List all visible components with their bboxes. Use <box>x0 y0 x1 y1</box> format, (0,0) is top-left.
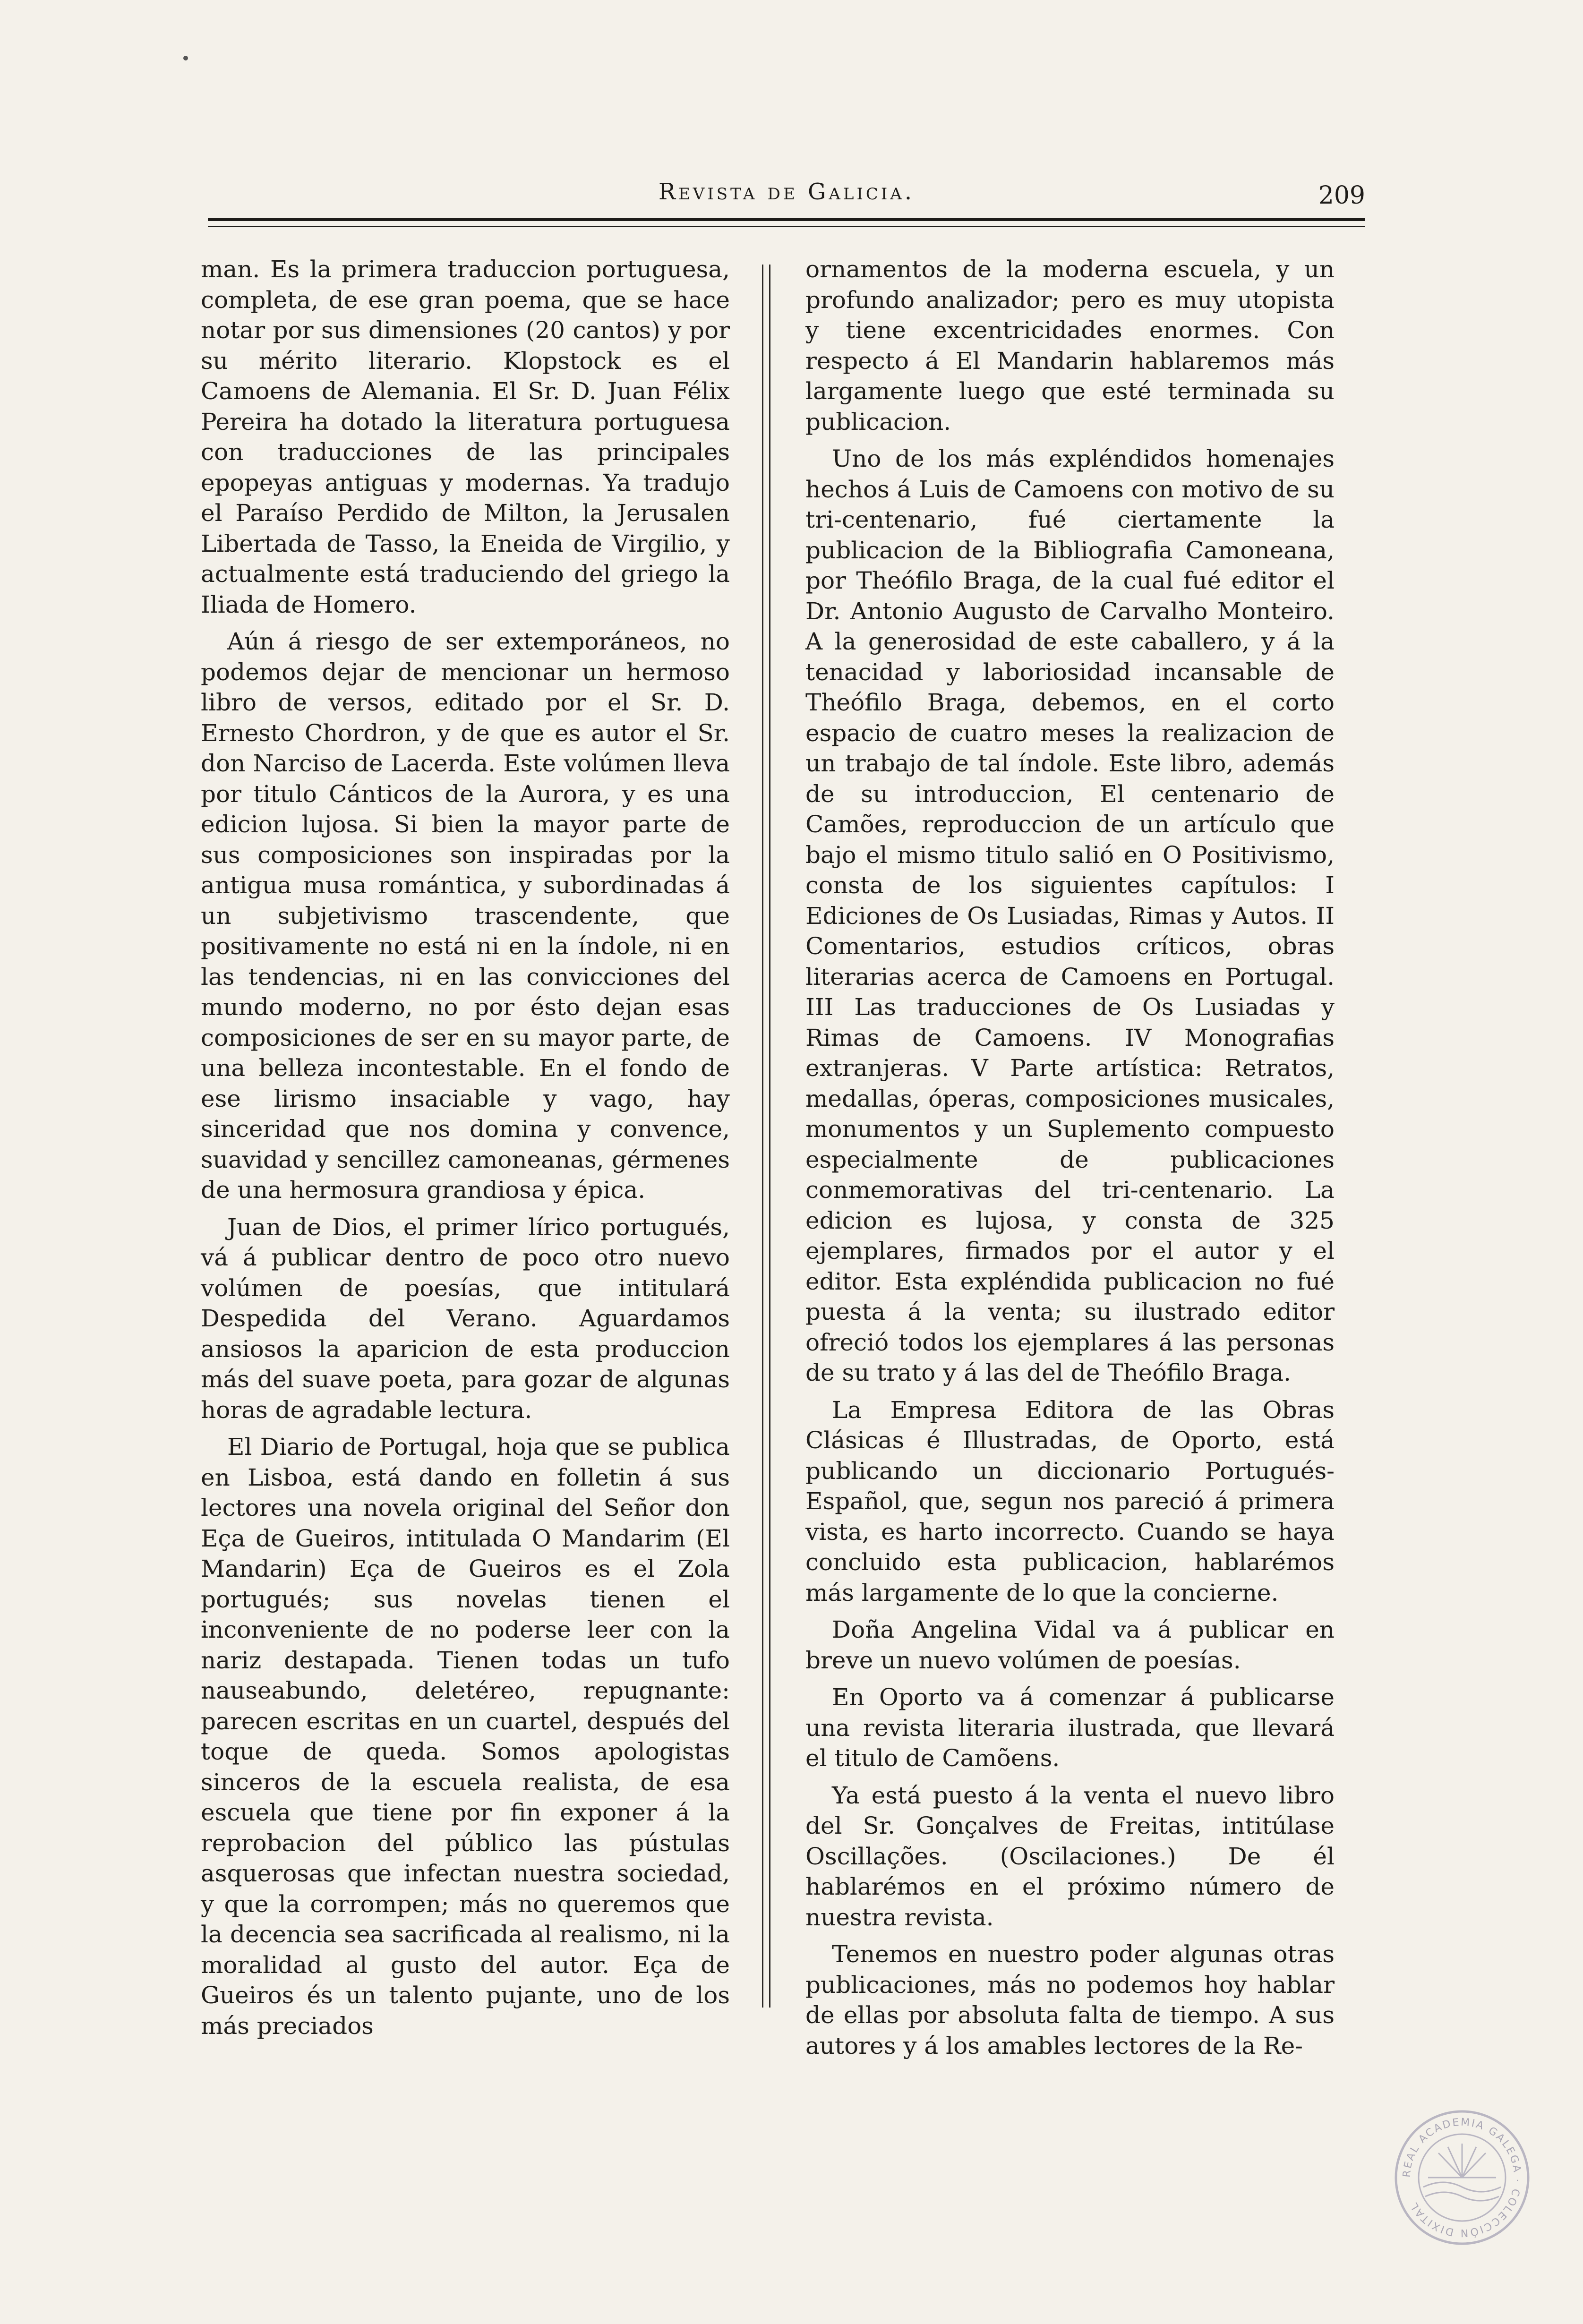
paragraph: ornamentos de la moderna escuela, y un profundo analizador; pero es muy utopista y tiene excentricidades enormes. Con respecto á El Mandarin hablaremos más largamente luego que esté terminada su publicacion. <box>805 256 1335 436</box>
paragraph: Ya está puesto á la venta el nuevo libro del Sr. Gonçalves de Freitas, intitúlase Oscillações. (Oscilaciones.) De él hablarémos en el próximo número de nuestra revista. <box>805 1781 1335 1931</box>
paragraph: Doña Angelina Vidal va á publicar en breve un nuevo volúmen de poesías. <box>805 1616 1335 1674</box>
paragraph: Aún á riesgo de ser extemporáneos, no podemos dejar de mencionar un hermoso libro de versos, editado por el Sr. D. Ernesto Chordron, y de que es autor el Sr. don Narciso de Lacerda. Este volúmen lleva por titulo Cánticos de la Aurora, y es una edicion lujosa. Si bien la mayor parte de sus composiciones son inspiradas por la antigua musa romántica, y subordinadas á un subjetivismo trascendente, que positivamente no está ni en la índole, ni en las tendencias, ni en las convicciones del mundo moderno, no por ésto dejan esas composiciones de ser en su mayor parte, de una belleza incontestable. En el fondo de ese lirismo insaciable y vago, hay sinceridad que nos domina y convence, suavidad y sencillez camoneanas, gérmenes de una hermosura grandiosa y épica. <box>201 628 730 1204</box>
right-column <box>805 254 1335 2059</box>
paragraph: man. Es la primera traduccion portuguesa, completa, de ese gran poema, que se hace notar por sus dimensiones (20 cantos) y por su mérito literario. Klopstock es el Camoens de Alemania. El Sr. D. Juan Félix Pereira ha dotado la literatura portuguesa con traducciones de las principales epopeyas antiguas y modernas. Ya tradujo el Paraíso Perdido de Milton, la Jerusalen Libertada de Tasso, la Eneida de Virgilio, y actualmente está traduciendo del griego la Iliada de Homero. <box>201 256 730 618</box>
seal-icon <box>1391 2107 1533 2248</box>
paragraph: Uno de los más expléndidos homenajes hechos á Luis de Camoens con motivo de su tri-centenario, fué ciertamente la publicacion de la Bibliografia Camoneana, por Theófilo Braga, de la cual fué editor el Dr. Antonio Augusto de Carvalho Monteiro. A la generosidad de este caballero, y á la tenacidad y laboriosidad incansable de Theófilo Braga, debemos, en el corto espacio de cuatro meses la realizacion de un trabajo de tal índole. Este libro, además de su introduccion, El centenario de Camões, reproduccion de un artículo que bajo el mismo titulo salió en O Positivismo, consta de los siguientes capítulos: I Ediciones de Os Lusiadas, Rimas y Autos. II Comentarios, estudios críticos, obras literarias acerca de Camoens en Portugal. III Las traducciones de Os Lusiadas y Rimas de Camoens. IV Monografias extranjeras. V Parte artística: Retratos, medallas, óperas, composiciones musicales, monumentos y un Suplemento compuesto especialmente de publicaciones conmemorativas del tri-centenario. La edicion es lujosa, y consta de 325 ejemplares, firmados por el autor y el editor. Esta expléndida publicacion no fué puesta á la venta; su ilustrado editor ofreció todos los ejemplares á las personas de su trato y á las del de Theófilo Braga. <box>805 445 1335 1386</box>
paragraph: Tenemos en nuestro poder algunas otras publicaciones, más no podemos hoy hablar de ellas por absoluta falta de tiempo. A sus autores y á los amables lectores de la Re- <box>805 1940 1335 2059</box>
seal-text: REAL ACADEMIA GALEGA · COLECCIÓN DIXITAL <box>1401 2116 1523 2239</box>
paragraph: En Oporto va á comenzar á publicarse una revista literaria ilustrada, que llevará el titulo de Camõens. <box>805 1683 1335 1772</box>
library-seal-stamp <box>1391 2107 1533 2248</box>
left-column <box>201 254 730 2059</box>
column-divider <box>762 265 770 2008</box>
paper-speck <box>183 56 188 60</box>
page-number: 209 <box>1318 181 1365 210</box>
paragraph: La Empresa Editora de las Obras Clásicas é Illustradas, de Oporto, está publicando un diccionario Portugués-Español, que, segun nos pareció á primera vista, es harto incorrecto. Cuando se haya concluido esta publicacion, hablarémos más largamente de lo que la concierne. <box>805 1396 1335 1606</box>
paragraph: Juan de Dios, el primer lírico portugués, vá á publicar dentro de poco otro nuevo volúmen de poesías, que intitulará Despedida del Verano. Aguardamos ansiosos la aparicion de esta produccion más del suave poeta, para gozar de algunas horas de agradable lectura. <box>201 1213 730 1424</box>
running-head: Revista de Galicia. <box>658 179 915 205</box>
header-rule <box>208 218 1365 227</box>
paragraph: El Diario de Portugal, hoja que se publica en Lisboa, está dando en folletin á sus lectores una novela original del Señor don Eça de Gueiros, intitulada O Mandarim (El Mandarin) Eça de Gueiros es el Zola portugués; sus novelas tienen el inconveniente de no poderse leer con la nariz destapada. Tienen todas un tufo nauseabundo, deletéreo, repugnante: parecen escritas en un cuartel, después del toque de queda. Somos apologistas sinceros de la escuela realista, de esa escuela que tiene por fin exponer á la reprobacion del público las pústulas asquerosas que infectan nuestra sociedad, y que la corrompen; más no queremos que la decencia sea sacrificada al realismo, ni la moralidad al gusto del autor. Eça de Gueiros és un talento pujante, uno de los más preciados <box>201 1433 730 2040</box>
page-header <box>208 179 1365 216</box>
